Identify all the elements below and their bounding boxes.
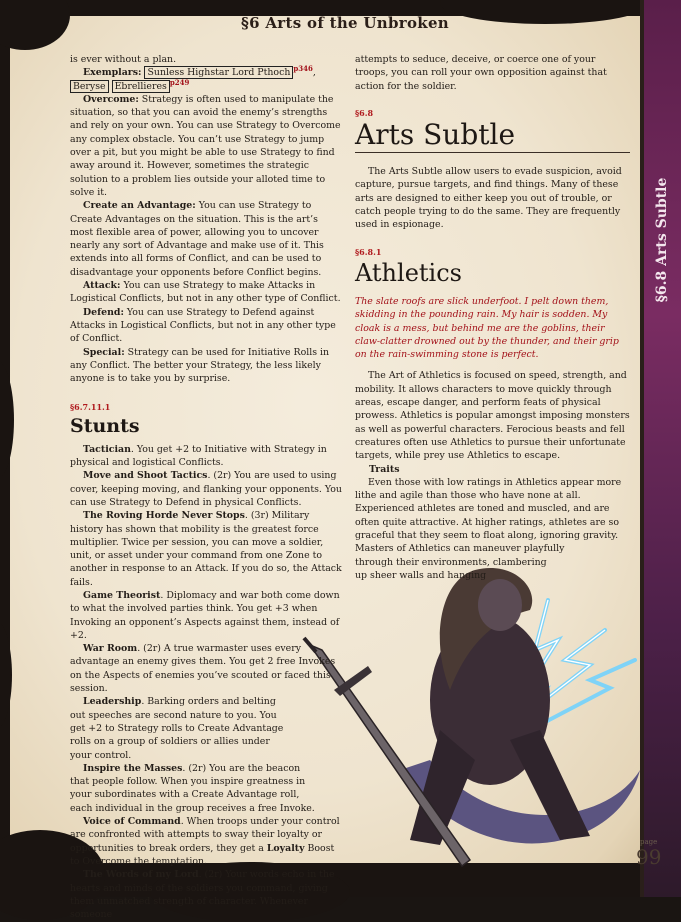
continued-text: attempts to seduce, deceive, or coerce one of your troops, you can roll your own opposition against that action for the soldier.: [355, 54, 607, 92]
page-number: 99: [636, 845, 662, 869]
defend-para: Defend: You can use Strategy to Defend against Attacks in Logistical Conflicts, but not in any other type of Conflict.: [70, 306, 336, 345]
stunt-tactician: Tactician. You get +2 to Initiative with Strategy in physical and logistical Conflicts.: [70, 443, 327, 469]
ink-splatter: [0, 620, 12, 730]
stunt-words-of-lord: The Words of my Lord. (2r) Your words echo in the hearts and minds of the soldiers you command, giving them unmatched strength of character. Whenever someone: [70, 869, 335, 921]
exemplar-link-2b[interactable]: Ebrellieres: [112, 80, 170, 93]
athletics-quote: The slate roofs are slick underfoot. I pelt down them, skidding in the pounding rain. My hair is sodden. My cloak is a mess, but behind me are the goblins, their claw-clatter drowned out by the thunder, and their grip on the rain-swimming stone is perfect.: [355, 295, 619, 361]
page-label: page: [640, 838, 658, 846]
exemplar-link-2a[interactable]: Beryse: [70, 80, 109, 93]
stunts-heading: Stunts: [70, 414, 140, 437]
stunt-leadership: Leadership. Barking orders and belting out speeches are second nature to you. You get +2 to Strategy rolls to Create Advantage rolls on a group of soldiers or allies under your control.: [70, 696, 284, 761]
stunt-inspire-masses: Inspire the Masses. (2r) You are the beacon that people follow. When you inspire greatness in your subordinates with a Create Advantage roll, each individual in the group receives a free Invoke.: [70, 762, 315, 814]
stunt-move-and-shoot: Move and Shoot Tactics. (2r) You are used to using cover, keeping moving, and flanking your opponents. You can use Strategy to Defend in physical Conflicts.: [70, 470, 342, 508]
intro-text: is ever without a plan.: [70, 54, 177, 65]
special-para: Special: Strategy can be used for Initiative Rolls in any Conflict. The better your Strategy, the less likely anyone is to take you by surprise.: [70, 346, 330, 385]
traits-heading: Traits: [369, 463, 400, 475]
traits-text: Even those with low ratings in Athletics appear more lithe and agile than those who have none at all. Experienced athletes are toned and muscled, and are often quite attractive. At higher ratings, athletes are so graceful that they seem to float along, ignoring gravity.: [355, 476, 622, 542]
masters-line-2: through their environments, clambering: [355, 556, 547, 568]
create-advantage-para: Create an Advantage: You can use Strategy to Create Advantages on the situation. This is the art’s most flexible area of power, allowing you to uncover nearly any sort of Advantage and make use of it. This extends into all forms of Conflict, and can be used to disadvantage your opponents before Conflict begins.: [70, 200, 324, 278]
exemplars-label: Exemplars:: [83, 67, 142, 79]
arts-subtle-section-number: §6.8: [355, 107, 374, 118]
head-shape: [478, 579, 522, 631]
character-illustration: [290, 540, 650, 880]
athletics-description: The Art of Athletics is focused on speed, strength, and mobility. It allows characters to move quickly through areas, escape danger, and perform feats of physical prowess. Athletics is popular amongst imposing monsters as well as powerful characters. Ferocious beasts and fell creatures often use Athletics to pursue their unfortunate targets, while prey use Athletics to escape.: [355, 370, 630, 462]
ink-splatter: [0, 360, 14, 480]
running-header: §6 Arts of the Unbroken: [240, 14, 450, 32]
side-tab-label: §6.8 Arts Subtle: [654, 177, 670, 303]
stunt-war-room: War Room. (2r) A true warmaster uses every advantage an enemy gives them. You get 2 free Invokes on the Aspects of enemies you’ve scouted or faced this session.: [70, 643, 336, 695]
exemplar-link-1[interactable]: Sunless Highstar Lord Pthoch: [144, 66, 293, 79]
ink-splatter: [0, 0, 70, 50]
masters-line-3: up sheer walls and hanging: [355, 569, 487, 581]
arts-subtle-heading: Arts Subtle: [355, 120, 630, 153]
overcome-para: Overcome: Strategy is often used to manipulate the situation, so that you can avoid the enemy’s strengths and rely on your own. You can use Strategy to Overcome any complex obstacle. You can’t use Strategy to jump over a pit, but you might be able to use Strategy to find away around it. However, sometimes the strategic solution to a problem lies outside your alloted time to solve it.: [70, 93, 341, 198]
page-ref-1[interactable]: p346: [293, 64, 313, 74]
arts-subtle-intro: The Arts Subtle allow users to evade suspicion, avoid capture, pursue targets, and find things. Many of these arts are designed to either keep you out of trouble, or catch people trying to do the same. They are frequently used in espionage.: [355, 166, 622, 231]
attack-para: Attack: You can use Strategy to make Attacks in Logistical Conflicts, but not in any other type of Conflict.: [70, 280, 341, 305]
masters-line-1: Masters of Athletics can maneuver playfully: [355, 543, 565, 555]
right-column: [355, 53, 630, 582]
page-ref-2[interactable]: p249: [169, 77, 190, 87]
left-column: [70, 53, 342, 921]
exemplars: Exemplars: Sunless Highstar Lord Pthoch $^{p346}$, Beryse Ebrellieres $^{p249}$: [70, 66, 342, 93]
athletics-heading: Athletics: [355, 258, 462, 287]
stunt-roving-horde: The Roving Horde Never Stops. (3r) Military history has shown that mobility is the greatest force multiplier. Twice per session, you can move a soldier, unit, or asset under your command from one Zone to another in response to an Attack. If you do so, the Attack fails.: [70, 510, 342, 588]
stunt-game-theorist: Game Theorist. Diplomacy and war both come down to what the involved parties think. You get +3 when Invoking an opponent’s Aspects against them, instead of +2.: [70, 589, 340, 641]
stunts-section-number: §6.7.11.1: [70, 402, 111, 413]
athletics-section-number: §6.8.1: [355, 246, 382, 257]
stunt-voice-of-command: Voice of Command. When troops under your control are confronted with attempts to sway their loyalty or opportunities to break orders, they get a Loyalty Boost to Overcome the temptation.: [70, 816, 340, 867]
